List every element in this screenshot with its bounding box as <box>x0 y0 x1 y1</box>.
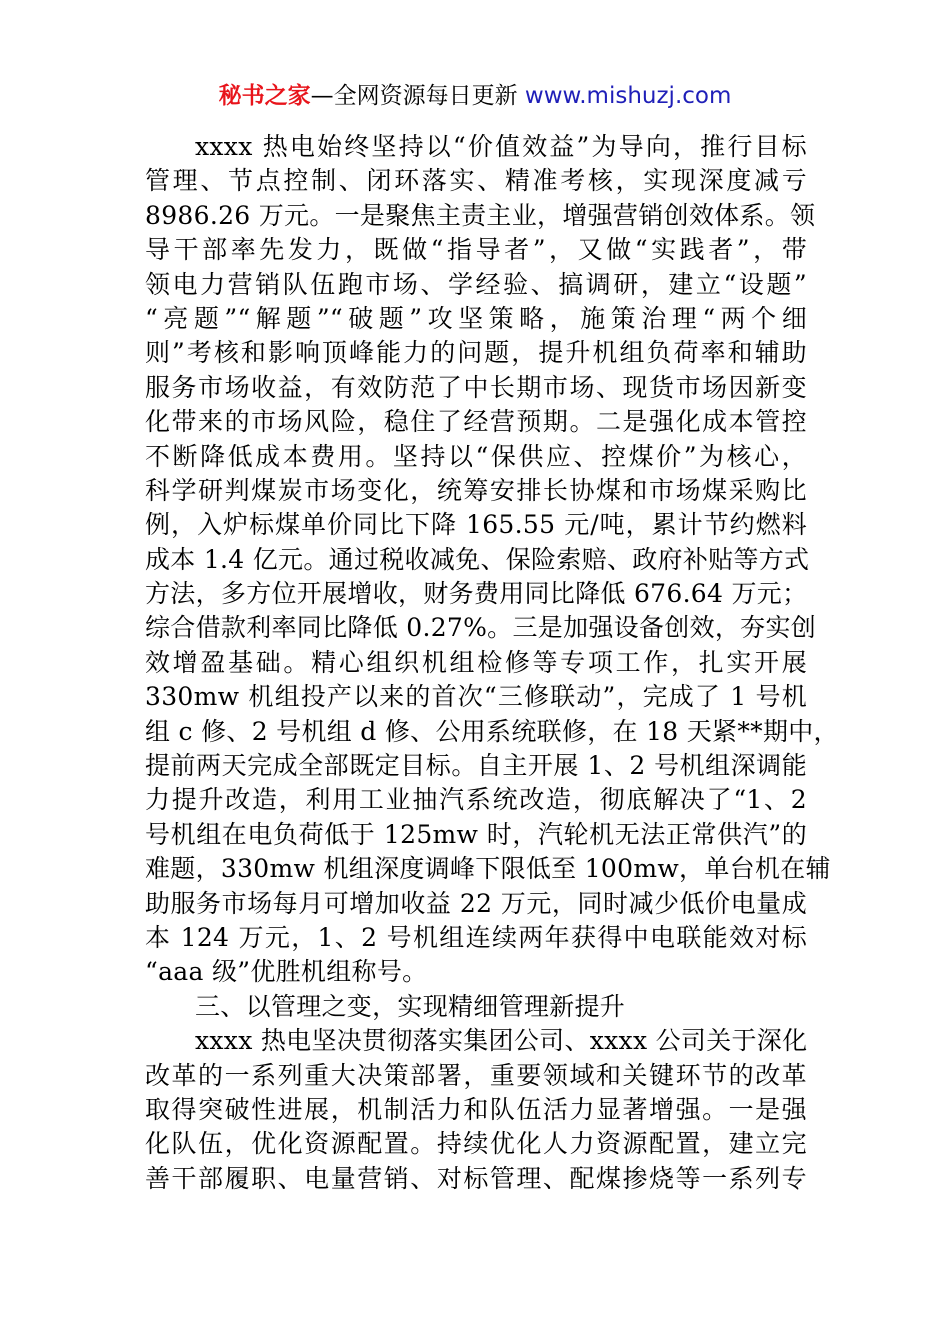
paragraph-line: “aaa 级”优胜机组称号。 <box>145 957 428 987</box>
paragraph-line: 330mw 机组投产以来的首次“三修联动”，完成了 1 号机 <box>145 682 807 712</box>
paragraph-line: 导干部率先发力，既做“指导者”，又做“实践者”，带 <box>145 235 807 265</box>
paragraph-line: “亮题”“解题”“破题”攻坚策略，施策治理“两个细 <box>145 303 807 333</box>
paragraph-line: 号机组在电负荷低于 125mw 时，汽轮机无法正常供汽”的 <box>145 819 807 849</box>
paragraph-line: 化带来的市场风险，稳住了经营预期。二是强化成本管控 <box>145 407 807 437</box>
paragraph-line: 化队伍，优化资源配置。持续优化人力资源配置，建立完 <box>145 1129 807 1159</box>
paragraph-line: 不断降低成本费用。坚持以“保供应、控煤价”为核心， <box>145 441 807 471</box>
paragraph-line: xxxx 热电始终坚持以“价值效益”为导向，推行目标 <box>195 132 807 161</box>
paragraph-line: 综合借款利率同比降低 0.27%。三是加强设备创效，夯实创 <box>145 613 817 643</box>
site-url-link[interactable]: www.mishuzj.com <box>524 83 732 109</box>
section-heading: 三、以管理之变，实现精细管理新提升 <box>195 991 626 1021</box>
site-tagline: —全网资源每日更新 <box>310 83 518 109</box>
paragraph-line: 领电力营销队伍跑市场、学经验、搞调研，建立“设题” <box>145 269 807 299</box>
site-header <box>0 80 950 112</box>
paragraph-line: 则”考核和影响顶峰能力的问题，提升机组负荷率和辅助 <box>145 338 807 368</box>
paragraph-line: 提前两天完成全部既定目标。自主开展 1、2 号机组深调能 <box>145 751 807 781</box>
paragraph-line: 管理、节点控制、闭环落实、精准考核，实现深度减亏 <box>145 166 807 196</box>
paragraph-line: 助服务市场每月可增加收益 22 万元，同时减少低价电量成 <box>145 888 807 918</box>
paragraph-line: 力提升改造，利用工业抽汽系统改造，彻底解决了“1、2 <box>145 785 807 815</box>
document-body <box>145 130 839 1196</box>
paragraph-line: xxxx 热电坚决贯彻落实集团公司、xxxx 公司关于深化 <box>195 1026 808 1056</box>
paragraph-line: 科学研判煤炭市场变化，统筹安排长协煤和市场煤采购比 <box>145 475 807 505</box>
paragraph-line: 效增盈基础。精心组织机组检修等专项工作，扎实开展 <box>145 647 807 677</box>
paragraph-line: 本 124 万元，1、2 号机组连续两年获得中电联能效对标 <box>145 922 807 952</box>
paragraph-line: 善干部履职、电量营销、对标管理、配煤掺烧等一系列专 <box>145 1163 807 1193</box>
site-brand: 秘书之家 <box>218 83 311 109</box>
paragraph-line: 难题，330mw 机组深度调峰下限低至 100mw，单台机在辅 <box>145 854 831 884</box>
paragraph-line: 方法，多方位开展增收，财务费用同比降低 676.64 万元； <box>145 579 808 609</box>
paragraph-line: 改革的一系列重大决策部署，重要领域和关键环节的改革 <box>145 1060 807 1090</box>
paragraph-line: 例，入炉标煤单价同比下降 165.55 元/吨，累计节约燃料 <box>145 510 807 540</box>
paragraph-line: 取得突破性进展，机制活力和队伍活力显著增强。一是强 <box>145 1094 807 1124</box>
paragraph-line: 组 c 修、2 号机组 d 修、公用系统联修，在 18 天紧**期中， <box>145 716 839 746</box>
paragraph-line: 服务市场收益，有效防范了中长期市场、现货市场因新变 <box>145 372 807 402</box>
paragraph-line: 成本 1.4 亿元。通过税收减免、保险索赔、政府补贴等方式 <box>145 544 810 574</box>
paragraph-line: 8986.26 万元。一是聚焦主责主业，增强营销创效体系。领 <box>145 200 816 230</box>
